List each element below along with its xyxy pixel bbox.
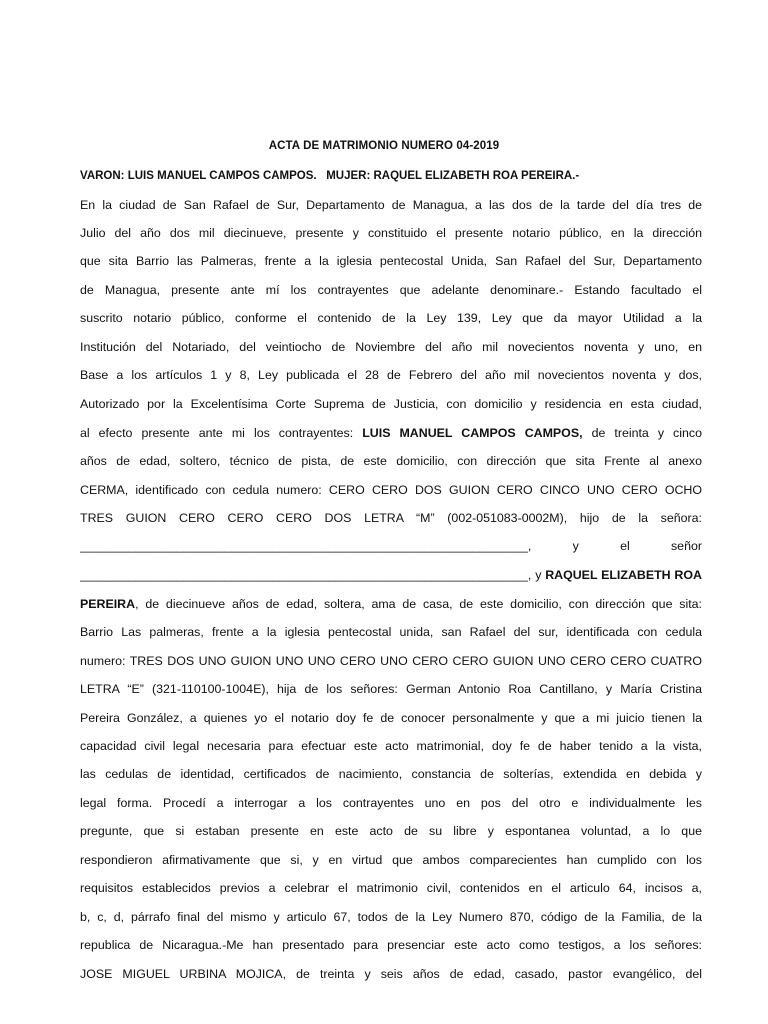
bride-name-part2: PEREIRA [80,597,136,611]
document-title: ACTA DE MATRIMONIO NUMERO 04-2019 [268,140,500,152]
text-line-8: Autorizado por la Excelentísima Corte Suprema de Justicia, con domicilio y residencia en esta ciudad, [80,397,702,411]
text-line-3: que sita Barrio las Palmeras, frente a la iglesia pentecostal Unida, San Rafael del Sur, Departamento [80,254,702,268]
groom-name: LUIS MANUEL CAMPOS CAMPOS, [362,426,583,440]
text-line-22: legal forma. Procedí a interrogar a los contrayentes uno en pos del otro e individualmente les [80,796,702,810]
mother-blank: _________________________________________________________________, [80,539,532,553]
text-line-20: capacidad civil legal necesaria para efectuar este acto matrimonial, doy fe de haber tenido a la vista, [80,739,702,753]
text-line-16: Barrio Las palmeras, frente a la iglesia pentecostal unida, san Rafael del sur, identificada con cedula [80,625,702,639]
text-line-12: TRES GUION CERO CERO CERO DOS LETRA “M” (002-051083-0002M), hijo de la señora: [80,511,702,525]
line9-after: de treinta y cinco [591,426,702,440]
text-line-17: numero: TRES DOS UNO GUION UNO UNO CERO UNO CERO CERO GUION UNO CERO CERO CUATRO [80,654,702,668]
text-line-1: En la ciudad de San Rafael de Sur, Departamento de Managua, a las dos de la tarde del día tres de [80,198,702,212]
text-line-23: pregunte, que si estaban presente en este acto de su libre y espontanea voluntad, a lo que [80,824,702,838]
text-line-26: b, c, d, párrafo final del mismo y articulo 67, todos de la Ley Numero 870, código de la Familia, de la [80,910,702,924]
text-line-27: republica de Nicaragua.-Me han presentado para presenciar este acto como testigos, a los señores: [80,938,702,952]
word-el: el [620,539,630,553]
text-line-14 [80,567,702,583]
text-line-13 [80,538,702,554]
line15-after: , de diecinueve años de edad, soltera, ama de casa, de este domicilio, con dirección que sita: [135,597,702,611]
text-line-4: de Managua, presente ante mí los contrayentes que adelante denominare.- Estando facultado el [80,283,702,297]
text-line-19: Pereira González, a quienes yo el notario doy fe de conocer personalmente y que a mi juicio tienen la [80,711,702,725]
text-line-7: Base a los artículos 1 y 8, Ley publicada el 28 de Febrero del año mil novecientos noventa y dos, [80,368,702,382]
text-line-10: años de edad, soltero, técnico de pista, de este domicilio, con dirección que sita Frente al anexo [80,454,702,468]
spouses-header: VARON: LUIS MANUEL CAMPOS CAMPOS. MUJER: RAQUEL ELIZABETH ROA PEREIRA.- [80,170,580,182]
text-line-11: CERMA, identificado con cedula numero: CERO CERO DOS GUION CERO CINCO UNO CERO OCHO [80,483,702,497]
text-line-24: respondieron afirmativamente que si, y en virtud que ambos comparecientes han cumplido con los [80,853,702,867]
text-line-5: suscrito notario público, conforme el contenido de la Ley 139, Ley que da mayor Utilidad a la [80,311,702,325]
text-line-28: JOSE MIGUEL URBINA MOJICA, de treinta y seis años de edad, casado, pastor evangélico, del [80,967,702,981]
bride-name-part1: RAQUEL ELIZABETH ROA [545,568,702,582]
word-senor: señor [670,539,702,553]
father-blank: _________________________________________________________________, [80,568,532,582]
text-line-6: Institución del Notariado, del veintiocho de Noviembre del año mil novecientos noventa y uno, en [80,340,702,354]
text-line-25: requisitos establecidos previos a celebrar el matrimonio civil, contenidos en el articulo 64, incisos a, [80,881,702,895]
text-line-15 [80,596,702,612]
text-line-18: LETRA “E” (321-110100-1004E), hija de los señores: German Antonio Roa Cantillano, y María Cristina [80,682,702,696]
text-line-21: las cedulas de identidad, certificados de nacimiento, constancia de solterías, extendida en debida y [80,767,702,781]
conj-y: y [572,539,579,553]
line9-before: al efecto presente ante mi los contrayentes: [80,426,354,440]
text-line-2: Julio del año dos mil diecinueve, presente y constituido el presente notario público, en la dirección [80,226,702,240]
text-line-9 [80,425,702,441]
line14-conj: y [535,568,542,582]
